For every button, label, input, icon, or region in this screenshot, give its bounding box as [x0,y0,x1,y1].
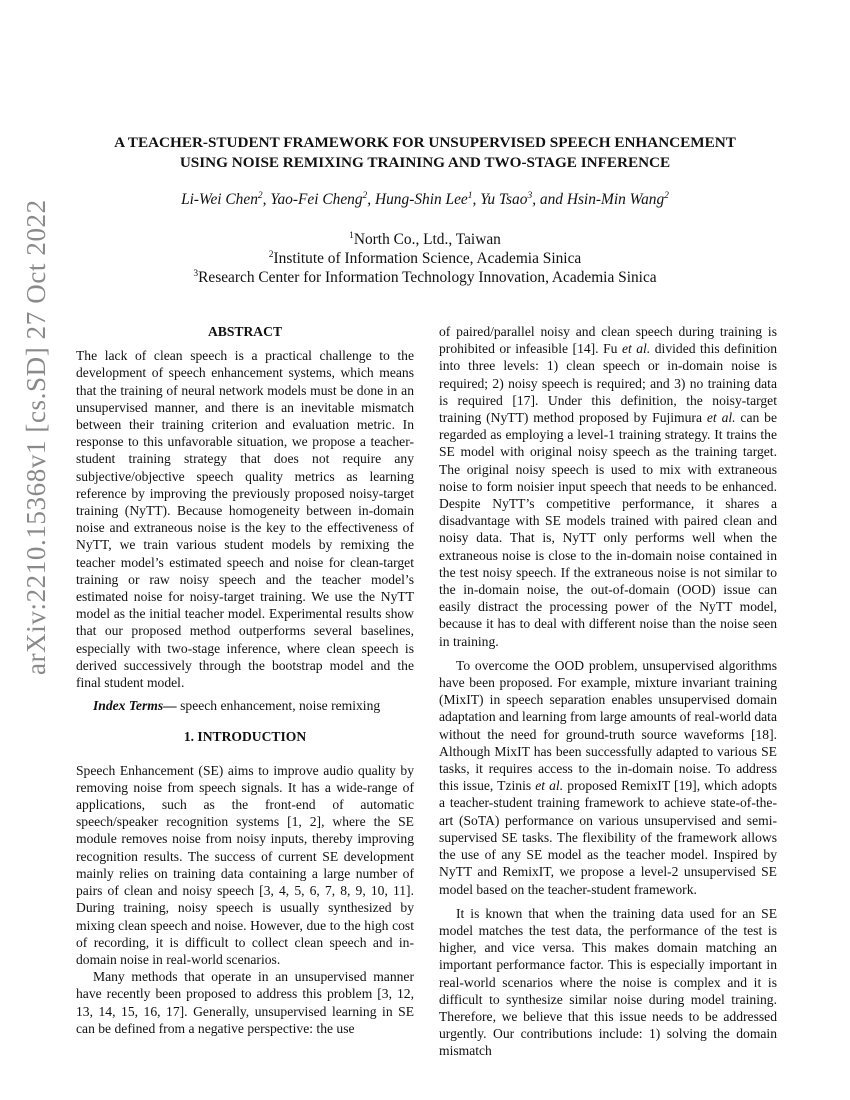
text-run: To overcome the OOD problem, unsupervised algorithms have been proposed. For example, mixture invariant training (MixIT) in speech separation enables unsupervised domain adaptation and learning from large amounts of real-world data without the need for ground-truth source waveforms [18]. Although MixIT has been successfully adapted to various SE tasks, it requires access to the in-domain noise. To address this issue, Tzinis [439,657,777,794]
affiliation [60,230,790,249]
title-line-1: A TEACHER-STUDENT FRAMEWORK FOR UNSUPERVISED SPEECH ENHANCEMENT [114,134,736,151]
index-terms-text: speech enhancement, noise remixing [176,698,381,714]
affiliation-list [60,230,790,287]
et-al: et al. [621,341,651,357]
author: Li-Wei Chen [181,191,258,208]
text-run: proposed RemixIT [19], which adopts a teacher-student training framework to achieve state-of-the-art (SoTA) performance on various unsupervised and semi-supervised SE tasks. The flexibility of the framework allows the use of any SE model as the teacher model. Inspired by NyTT and RemixIT, we propose a level-2 unsupervised SE model based on the teacher-student framework. [439,778,777,897]
title-line-2: USING NOISE REMIXING TRAINING AND TWO-STAGE INFERENCE [179,154,671,171]
affiliation [60,249,790,268]
text-run: can be regarded as employing a level-1 training strategy. It trains the SE model with original noisy speech as the training target. The original noisy speech is used to mix with extraneous noise to form noisier input speech that needs to be enhanced. Despite NyTT’s competitive performance, it shares a disadvantage with SE models trained with paired clean and noisy data. That is, NyTT only performs well when the extraneous noise is close to the in-domain noise contained in the test noisy speech. If the extraneous noise is not similar to the in-domain noise, the out-of-domain (OOD) issue can easily distract the processing power of the NyTT model, because it has to deal with different noise than the noise seen in training. [439,410,777,649]
abstract-heading: ABSTRACT [207,324,283,339]
author-separator: , [472,191,481,208]
abstract-text: The lack of clean speech is a practical challenge to the development of speech enhancement systems, which means that the training of neural network models must be done in an unsupervised manner, and there is an inevitable mismatch between their training criterion and evaluation metric. In response to this unfavorable situation, we propose a teacher-student training strategy that does not require any subjective/objective speech quality metrics as learning reference by improving the previously proposed noisy-target training (NyTT). Because homogeneity between in-domain noise and extraneous noise is the key to the effectiveness of NyTT, we train various student models by remixing the teacher model’s estimated speech and noise for clean-target training or raw noisy speech and the teacher model’s estimated noise for noisy-target training. We use the NyTT model as the initial teacher model. Experimental results show that our proposed method outperforms several baselines, especially with two-stage inference, where clean speech is derived successively through the bootstrap model and the final student model. [76,348,414,691]
index-terms-label: Index Terms— [93,698,177,714]
author-affil-sup: 2 [362,191,368,201]
author-affil-sup: 2 [257,191,263,201]
intro-paragraph-3 [439,657,777,898]
intro-paragraph-4: It is known that when the training data used for an SE model matches the test data, the performance of the test is higher, and vice versa. This makes domain matching an important performance factor. This is especially important in real-world scenarios where the noise is complex and it is difficult to synthesize similar noise during model training. Therefore, we believe that this issue needs to be addressed urgently. Our contributions include: 1) solving the domain mismatch [439,905,777,1059]
affiliation [60,268,790,287]
et-al: et al. [706,410,736,426]
index-terms [76,697,414,714]
affiliation-sup: 3 [193,269,199,279]
author-affil-sup: 1 [467,191,473,201]
author: Yu Tsao [480,191,528,208]
author-affil-sup: 3 [527,191,533,201]
paper-title [60,133,790,173]
text-run: of paired/parallel noisy and clean speech during training is prohibited or infeasible [14]. Fu [439,324,777,357]
affiliation-name: Institute of Information Science, Academia Sinica [273,250,582,267]
author-separator: , [367,191,375,208]
author-separator: , and [532,191,567,208]
affiliation-name: North Co., Ltd., Taiwan [353,231,501,248]
left-column [76,323,414,1037]
author: Hsin-Min Wang [566,191,665,208]
right-column [439,323,777,1060]
author-affil-sup: 2 [664,191,669,201]
author: Hung-Shin Lee [375,191,468,208]
text-run: divided this definition into three levels: 1) clean speech or in-domain noise is required; 2) noisy speech is required; and 3) no training data is required [17]. Under this definition, the noisy-target training (NyTT) method proposed by Fujimura [439,341,778,426]
affiliation-sup: 2 [268,250,274,260]
author-separator: , [262,191,271,208]
author: Yao-Fei Cheng [270,191,363,208]
affiliation-name: Research Center for Information Technology Innovation, Academia Sinica [198,269,657,286]
author-list [60,190,790,210]
intro-heading: 1. INTRODUCTION [183,729,307,745]
intro-paragraph-2-continued [439,323,777,650]
intro-paragraph-1: Speech Enhancement (SE) aims to improve audio quality by removing noise from speech signals. It has a wide-range of applications, such as the front-end of automatic speech/speaker recognition systems [1, 2], where the SE module removes noise from noisy inputs, thereby improving recognition results. The success of current SE development mainly relies on training data containing a large number of pairs of clean and noisy speech [3, 4, 5, 6, 7, 8, 9, 10, 11]. During training, noisy speech is usually synthesized by mixing clean speech and noise. However, due to the high cost of recording, it is difficult to collect clean speech and in-domain noise in real-world scenarios. [76,762,414,967]
affiliation-sup: 1 [349,231,354,241]
et-al: et al. [535,778,564,794]
arxiv-identifier: arXiv:2210.15368v1 [cs.SD] 27 Oct 2022 [21,199,51,675]
intro-paragraph-2: Many methods that operate in an unsupervised manner have recently been proposed to address this problem [3, 12, 13, 14, 15, 16, 17]. Generally, unsupervised learning in SE can be defined from a negative perspective: the use [76,969,414,1036]
